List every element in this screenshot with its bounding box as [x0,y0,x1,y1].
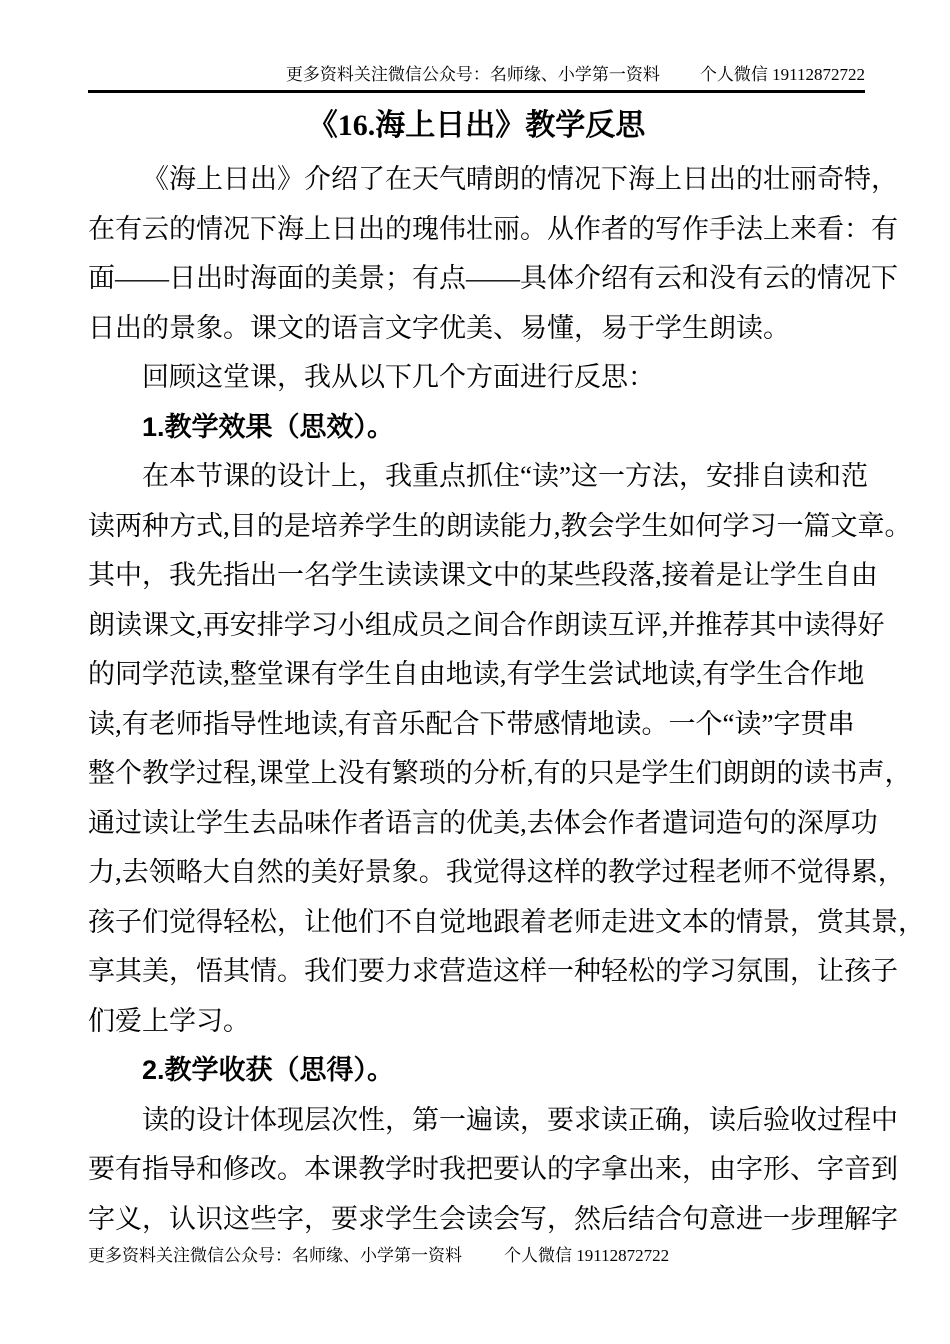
header-personal-wechat: 个人微信 19112872722 [699,65,865,84]
text-line: 整个教学过程,课堂上没有繁琐的分析,有的只是学生们朗朗的读书声， [88,758,912,788]
section-heading [88,403,865,453]
paragraph [88,1096,898,1245]
page-content [88,64,925,1267]
text-line: 们爱上学习。 [88,1005,250,1036]
text-line: 的同学范读,整堂课有学生自由地读,有学生尝试地读,有学生合作地 [88,659,865,689]
paragraph [88,155,898,353]
page-header [88,64,865,86]
document-title: 《16.海上日出》教学反思 [307,109,646,142]
text-line: 朗读课文,再安排学习小组成员之间合作朗读互评,并推荐其中读得好 [88,609,885,640]
text-line: 回顾这堂课，我从以下几个方面进行反思： [142,362,655,392]
text-line: 字义，认识这些字，要求学生会读会写，然后结合句意进一步理解字 [88,1203,898,1234]
document-body [88,155,925,1244]
text-line: 读两种方式,目的是培养学生的朗读能力,教会学生如何学习一篇文章。 [88,510,912,541]
text-line: 孩子们觉得轻松，让他们不自觉地跟着老师走进文本的情景，赏其景， [88,906,925,937]
text-line: 读的设计体现层次性，第一遍读，要求读正确，读后验收过程中 [142,1104,898,1135]
footer-personal-wechat: 个人微信 19112872722 [504,1246,670,1265]
text-line: 力,去领略大自然的美好景象。我觉得这样的教学过程老师不觉得累， [88,857,905,887]
paragraph [88,353,865,403]
text-line: 读,有老师指导性地读,有音乐配合下带感情地读。一个“读”字贯串 [88,708,855,739]
footer-wechat-notice: 更多资料关注微信公众号：名师缘、小学第一资料 [88,1246,462,1265]
paragraph [88,452,925,1046]
text-line: 享其美，悟其情。我们要力求营造这样一种轻松的学习氛围，让孩子 [88,956,898,986]
text-line: 通过读让学生去品味作者语言的优美,去体会作者遣词造句的深厚功 [88,807,878,838]
section-heading [88,1046,865,1096]
text-line: 2.教学收获（思得）。 [142,1055,395,1085]
page-footer [88,1245,865,1267]
text-line: 其中，我先指出一名学生读读课文中的某些段落,接着是让学生自由 [88,560,878,590]
text-line: 要有指导和修改。本课教学时我把要认的字拿出来，由字形、字音到 [88,1154,898,1184]
text-line: 1.教学效果（思效）。 [142,411,395,442]
text-line: 日出的景象。课文的语言文字优美、易懂，易于学生朗读。 [88,312,790,343]
text-line: 在有云的情况下海上日出的瑰伟壮丽。从作者的写作手法上来看：有 [88,213,898,244]
text-line: 在本节课的设计上，我重点抓住“读”这一方法，安排自读和范 [142,461,868,491]
header-wechat-notice: 更多资料关注微信公众号：名师缘、小学第一资料 [285,65,660,84]
text-line: 面——日出时海面的美景；有点——具体介绍有云和没有云的情况下 [88,263,898,293]
text-line: 《海上日出》介绍了在天气晴朗的情况下海上日出的壮丽奇特， [142,164,898,194]
header-divider [88,90,865,93]
